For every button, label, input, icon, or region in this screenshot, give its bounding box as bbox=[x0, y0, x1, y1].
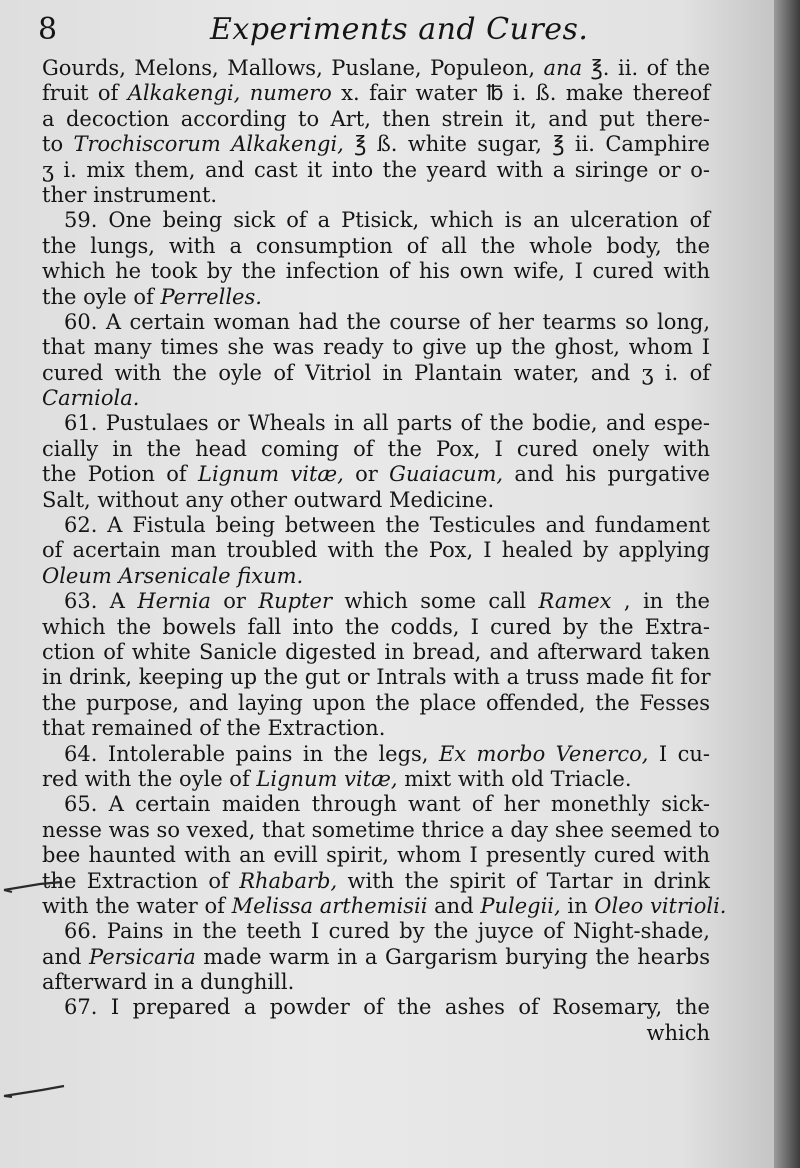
text-run: the Extraction of bbox=[42, 868, 240, 893]
text-run: which bbox=[646, 1020, 710, 1045]
text-run: 65. A certain maiden through want of her monethly sick- bbox=[64, 792, 710, 817]
text-run: and bbox=[42, 944, 90, 969]
text-line bbox=[42, 462, 710, 487]
text-run: to bbox=[42, 132, 74, 157]
text-run: nesse was so vexed, that sometime thrice a day shee seemed to bbox=[42, 817, 720, 842]
text-line bbox=[42, 386, 710, 411]
text-line bbox=[42, 56, 710, 81]
text-run: with the water of bbox=[42, 893, 232, 918]
text-run: in bbox=[560, 893, 595, 918]
text-run: ℥ ß. white sugar, ℥ ii. Camphire bbox=[343, 132, 710, 157]
text-line bbox=[42, 589, 710, 614]
text-line bbox=[42, 335, 710, 360]
text-line bbox=[42, 970, 710, 995]
manicule-mark-2 bbox=[2, 1084, 68, 1098]
italic-text: Alkakengi, numero bbox=[127, 81, 332, 106]
text-run: which some call bbox=[332, 589, 539, 614]
text-run: cially in the head coming of the Pox, I cured onely with bbox=[42, 436, 710, 461]
text-run: red with the oyle of bbox=[42, 766, 257, 791]
text-line bbox=[42, 132, 710, 157]
text-run: 59. One being sick of a Ptisick, which is an ulceration of bbox=[64, 208, 710, 233]
text-line bbox=[42, 183, 710, 208]
italic-text: Perrelles. bbox=[160, 284, 262, 309]
text-run: cured with the oyle of Vitriol in Plantain water, and ʒ i. of bbox=[42, 360, 710, 385]
text-line bbox=[42, 919, 710, 944]
text-line bbox=[42, 716, 710, 741]
text-run: and his purgative bbox=[503, 462, 710, 487]
text-run: which he took by the infection of his own wife, I cured with bbox=[42, 259, 710, 284]
text-line bbox=[42, 437, 710, 462]
text-line bbox=[42, 817, 720, 843]
text-run: mixt with old Triacle. bbox=[397, 766, 632, 791]
italic-text: Melissa arthemisii bbox=[231, 893, 428, 918]
text-run: the lungs, with a consumption of all the whole body, the bbox=[42, 233, 710, 258]
italic-text: ana bbox=[543, 56, 583, 80]
italic-text: Lignum vitæ, bbox=[256, 766, 398, 791]
text-run: afterward in a dunghill. bbox=[42, 970, 295, 995]
text-run: ction of white Sanicle digested in bread, and afterward taken bbox=[42, 639, 710, 664]
text-line bbox=[42, 767, 710, 792]
italic-text: Lignum vitæ, bbox=[198, 462, 344, 487]
text-run: fruit of bbox=[42, 81, 128, 106]
text-run: of acertain man troubled with the Pox, I healed by applying bbox=[42, 538, 710, 563]
text-line bbox=[42, 107, 710, 132]
running-title: Experiments and Cures. bbox=[210, 12, 589, 47]
page-number: 8 bbox=[38, 12, 58, 47]
text-run: 67. I prepared a powder of the ashes of Rosemary, the bbox=[64, 995, 710, 1020]
text-line bbox=[42, 742, 710, 767]
text-line bbox=[42, 893, 727, 919]
italic-text: Persicaria bbox=[89, 944, 196, 969]
text-run: Gourds, Melons, Mallows, Puslane, Populeon, bbox=[42, 56, 544, 80]
page-header bbox=[32, 10, 712, 50]
italic-text: Hernia bbox=[137, 589, 211, 614]
text-run: with the spirit of Tartar in drink bbox=[337, 868, 710, 893]
italic-text: Rupter bbox=[258, 589, 333, 614]
text-run: 63. A bbox=[64, 589, 138, 614]
text-line bbox=[42, 945, 710, 970]
text-line bbox=[42, 615, 710, 640]
text-run: a decoction according to Art, then strein it, and put there- bbox=[42, 106, 710, 131]
text-line bbox=[42, 640, 710, 665]
text-run: , in the bbox=[611, 589, 710, 614]
italic-text: Rhabarb, bbox=[239, 868, 338, 893]
text-run: Salt, without any other outward Medicine. bbox=[42, 487, 495, 512]
italic-text: Oleo vitrioli. bbox=[594, 893, 727, 918]
text-line bbox=[42, 691, 710, 716]
page-gutter-shadow bbox=[774, 0, 800, 1168]
manicule-mark-1 bbox=[2, 880, 68, 894]
text-run: the Potion of bbox=[42, 462, 199, 487]
text-line bbox=[42, 564, 710, 589]
text-run: the oyle of bbox=[42, 284, 161, 309]
italic-text: Carniola. bbox=[42, 386, 140, 411]
text-line bbox=[42, 411, 710, 436]
text-run: and bbox=[427, 893, 481, 918]
text-line bbox=[42, 234, 710, 259]
text-line bbox=[42, 665, 710, 690]
text-line bbox=[42, 513, 710, 538]
text-line bbox=[42, 1021, 710, 1046]
text-run: I cu- bbox=[648, 741, 710, 766]
italic-text: Ramex bbox=[538, 589, 612, 614]
text-run: 66. Pains in the teeth I cured by the juyce of Night-shade, bbox=[64, 919, 710, 944]
text-line bbox=[42, 488, 710, 513]
text-line bbox=[42, 869, 710, 894]
text-line bbox=[42, 310, 710, 335]
text-line bbox=[42, 208, 710, 233]
text-run: 62. A Fistula being between the Testicules and fundament bbox=[64, 513, 710, 538]
text-line bbox=[42, 792, 710, 817]
text-line bbox=[42, 158, 710, 183]
text-run: or bbox=[210, 589, 259, 614]
text-run: which the bowels fall into the codds, I cured by the Extra- bbox=[42, 614, 710, 639]
italic-text: Trochiscorum Alkakengi, bbox=[73, 132, 344, 157]
text-run: 64. Intolerable pains in the legs, bbox=[64, 741, 439, 766]
text-run: 60. A certain woman had the course of her tearms so long, bbox=[64, 309, 710, 334]
italic-text: Pulegii, bbox=[480, 893, 561, 918]
text-run: in drink, keeping up the gut or Intrals with a truss made fit for bbox=[42, 665, 711, 690]
text-run: made warm in a Gargarism burying the hearbs bbox=[195, 944, 710, 969]
text-line bbox=[42, 843, 710, 868]
italic-text: Guaiacum, bbox=[389, 462, 504, 487]
body-text bbox=[42, 56, 727, 1046]
text-run: x. fair water ℔ i. ß. make thereof bbox=[331, 81, 710, 106]
text-line bbox=[42, 81, 710, 106]
text-line bbox=[42, 285, 710, 310]
text-line bbox=[42, 995, 710, 1020]
text-run: that many times she was ready to give up the ghost, whom I bbox=[42, 335, 710, 360]
text-run: ʒ i. mix them, and cast it into the yeard with a siringe or o- bbox=[42, 157, 710, 182]
text-run: the purpose, and laying upon the place offended, the Fesses bbox=[42, 690, 710, 715]
text-run: ther instrument. bbox=[42, 182, 218, 207]
text-run: ℥. ii. of the bbox=[582, 56, 711, 80]
text-run: bee haunted with an evill spirit, whom I presently cured with bbox=[42, 843, 710, 868]
text-line bbox=[42, 538, 710, 563]
text-run: or bbox=[343, 462, 390, 487]
italic-text: Oleum Arsenicale fixum. bbox=[42, 563, 304, 588]
italic-text: Ex morbo Venerco, bbox=[438, 741, 649, 766]
text-line bbox=[42, 361, 710, 386]
text-line bbox=[42, 259, 710, 284]
text-run: that remained of the Extraction. bbox=[42, 716, 386, 741]
text-run: 61. Pustulaes or Wheals in all parts of the bodie, and espe- bbox=[64, 411, 710, 436]
